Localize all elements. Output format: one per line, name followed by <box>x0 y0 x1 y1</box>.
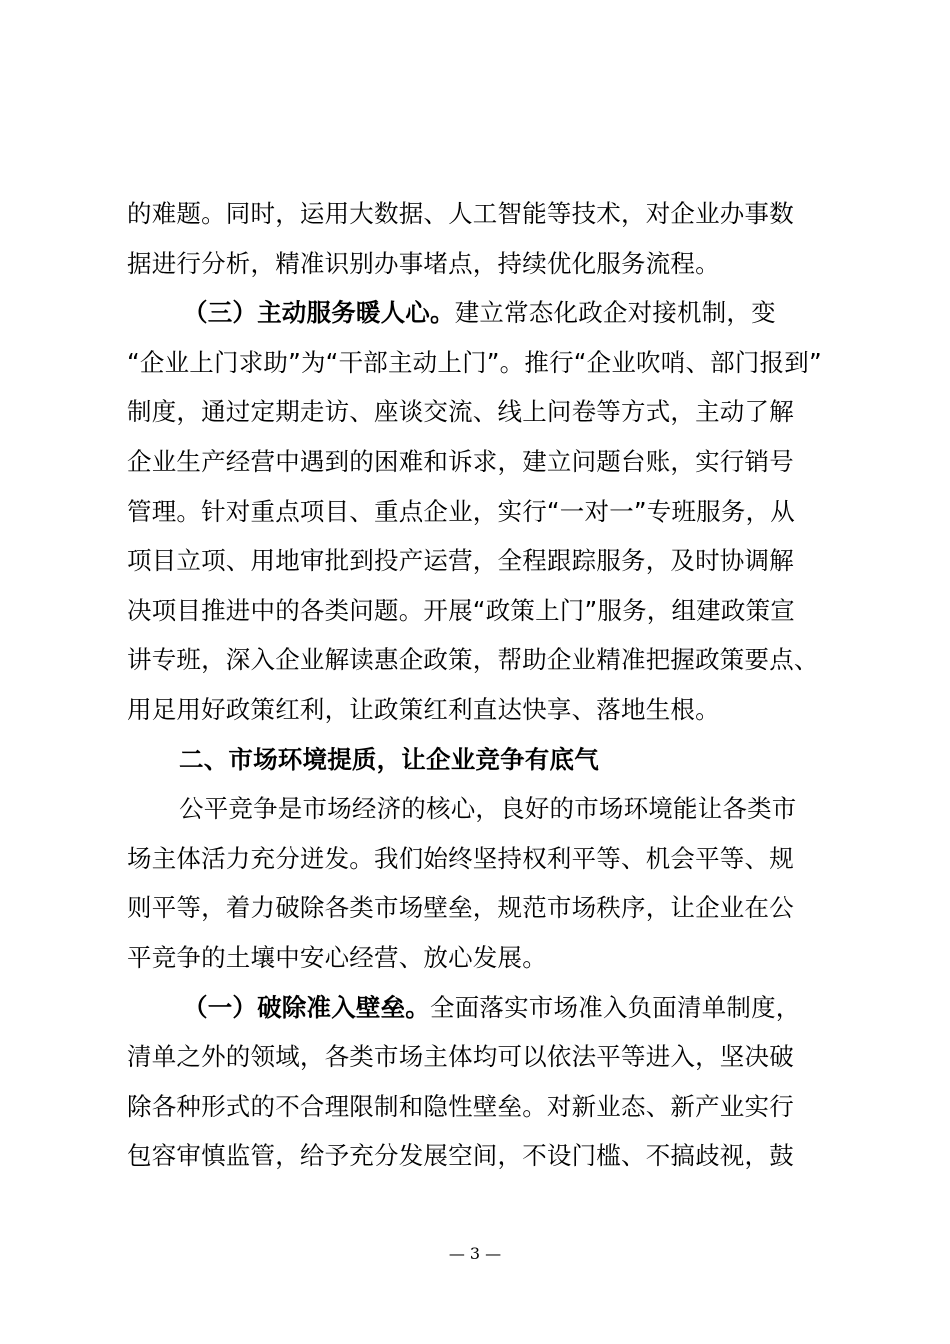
text-line: 用足用好政策红利，让政策红利直达快享、落地生根。 <box>127 694 720 724</box>
text-line: 包容审慎监管，给予充分发展空间，不设门槛、不搞歧视，鼓 <box>127 1141 794 1171</box>
text-line: 讲专班，深入企业解读惠企政策，帮助企业精准把握政策要点、 <box>127 645 819 675</box>
subheading-title: （一）破除准入壁垒。 <box>183 992 430 1022</box>
text-run: 建立常态化政企对接机制，变 <box>454 298 776 328</box>
section-heading <box>127 735 827 785</box>
page-number: — 3 — <box>448 1244 502 1263</box>
text-line: 据进行分析，精准识别办事堵点，持续优化服务流程。 <box>127 248 720 278</box>
text-line: 平竞争的土壤中安心经营、放心发展。 <box>127 942 547 972</box>
text-line: 决项目推进中的各类问题。开展“政策上门”服务，组建政策宣 <box>127 595 795 625</box>
text-line: 项目立项、用地审批到投产运营，全程跟踪服务，及时协调解 <box>127 546 794 576</box>
subheading-line <box>127 288 827 338</box>
text-line: 除各种形式的不合理限制和隐性壁垒。对新业态、新产业实行 <box>127 1091 794 1121</box>
text-run: 全面落实市场准入负面清单制度， <box>430 992 801 1022</box>
text-line: 则平等，着力破除各类市场壁垒，规范市场秩序，让企业在公 <box>127 893 794 923</box>
text-line: 清单之外的领域，各类市场主体均可以依法平等进入，坚决破 <box>127 1042 794 1072</box>
subheading-line <box>127 983 827 1033</box>
document-body <box>127 189 827 1181</box>
text-line: 管理。针对重点项目、重点企业，实行“一对一”专班服务，从 <box>127 496 795 526</box>
text-line: 公平竞争是市场经济的核心，良好的市场环境能让各类市 <box>179 794 797 824</box>
text-line: 的难题。同时，运用大数据、人工智能等技术，对企业办事数 <box>127 199 794 228</box>
text-line: 场主体活力充分迸发。我们始终坚持权利平等、机会平等、规 <box>127 843 794 873</box>
text-line: 制度，通过定期走访、座谈交流、线上问卷等方式，主动了解 <box>127 397 794 427</box>
text-line: “企业上门求助”为“干部主动上门”。推行“企业吹哨、部门报到” <box>127 347 822 377</box>
subheading-title: （三）主动服务暖人心。 <box>183 298 455 328</box>
text-line: 企业生产经营中遇到的困难和诉求，建立问题台账，实行销号 <box>127 446 794 476</box>
section-heading-title: 二、市场环境提质，让企业竞争有底气 <box>179 744 599 774</box>
